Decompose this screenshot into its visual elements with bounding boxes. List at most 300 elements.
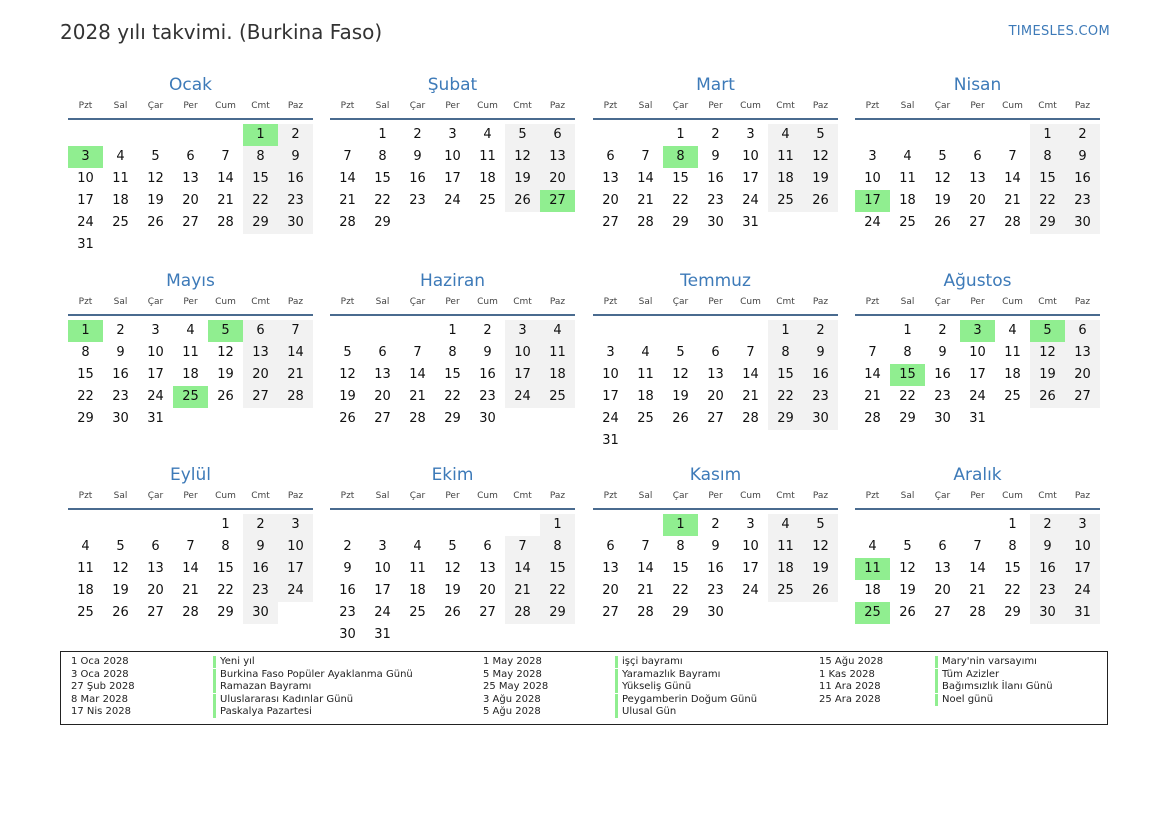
calendar-day: 18	[768, 168, 803, 190]
calendar-day: 1	[676, 127, 685, 142]
calendar-day: 10	[505, 342, 540, 364]
brand-link[interactable]: TIMESLES.COM	[1008, 24, 1110, 39]
weekday-header: Paz	[1074, 101, 1091, 111]
calendar-day: 17	[969, 367, 986, 382]
weekday-header: Cmt	[1038, 101, 1057, 111]
calendar-day: 3	[448, 127, 457, 142]
calendar-day: 25	[1004, 389, 1021, 404]
calendar-day: 28	[278, 386, 313, 408]
weekday-header: Çar	[147, 297, 164, 307]
calendar-day: 28	[742, 411, 759, 426]
calendar-day: 18	[637, 389, 654, 404]
calendar-day: 23	[707, 583, 724, 598]
calendar-day: 27	[374, 411, 391, 426]
calendar-day: 22	[899, 389, 916, 404]
calendar-day: 23	[243, 580, 278, 602]
calendar-day: 18	[479, 171, 496, 186]
calendar-day: 9	[1030, 536, 1065, 558]
calendar-day: 10	[602, 367, 619, 382]
month-divider	[855, 118, 1100, 120]
calendar-day: 20	[1065, 364, 1100, 386]
calendar-day: 18	[899, 193, 916, 208]
calendar-day: 17	[602, 389, 619, 404]
calendar-day: 24	[374, 605, 391, 620]
holiday-day: 3	[960, 320, 995, 342]
calendar-day: 8	[378, 149, 387, 164]
calendar-day: 20	[969, 193, 986, 208]
calendar-day: 21	[217, 193, 234, 208]
calendar-day: 14	[505, 558, 540, 580]
calendar-day: 20	[147, 583, 164, 598]
calendar-day: 11	[479, 149, 496, 164]
calendar-day: 18	[409, 583, 426, 598]
calendar-day: 15	[672, 561, 689, 576]
calendar-day: 13	[602, 561, 619, 576]
calendar-day: 29	[217, 605, 234, 620]
calendar-day: 19	[899, 583, 916, 598]
calendar-day: 6	[606, 539, 615, 554]
calendar-day: 10	[77, 171, 94, 186]
weekday-header: Cum	[740, 101, 761, 111]
calendar-day: 23	[934, 389, 951, 404]
weekday-header: Cmt	[776, 491, 795, 501]
calendar-day: 4	[1008, 323, 1017, 338]
calendar-day: 26	[934, 215, 951, 230]
calendar-day: 29	[899, 411, 916, 426]
calendar-day: 14	[637, 561, 654, 576]
calendar-day: 3	[746, 517, 755, 532]
calendar-day: 2	[278, 124, 313, 146]
calendar-day: 17	[742, 561, 759, 576]
calendar-day: 15	[444, 367, 461, 382]
holiday-day: 5	[1030, 320, 1065, 342]
holiday-date: 27 Şub 2028	[71, 681, 135, 693]
calendar-day: 5	[803, 124, 838, 146]
calendar-day: 27	[1065, 386, 1100, 408]
holiday-name: Noel günü	[935, 694, 993, 706]
calendar-day: 20	[182, 193, 199, 208]
calendar-day: 17	[742, 171, 759, 186]
calendar-day: 10	[147, 345, 164, 360]
calendar-day: 23	[339, 605, 356, 620]
calendar-day: 13	[602, 171, 619, 186]
calendar-day: 10	[444, 149, 461, 164]
weekday-header: Per	[970, 101, 985, 111]
calendar-day: 1	[378, 127, 387, 142]
month-divider	[68, 314, 313, 316]
calendar-day: 20	[602, 583, 619, 598]
calendar-day: 15	[768, 364, 803, 386]
calendar-day: 24	[444, 193, 461, 208]
holiday-name: Peygamberin Doğum Günü	[615, 694, 757, 706]
calendar-day: 28	[1004, 215, 1021, 230]
calendar-day: 3	[505, 320, 540, 342]
holiday-name: Ulusal Gün	[615, 706, 676, 718]
calendar-day: 26	[217, 389, 234, 404]
calendar-day: 18	[864, 583, 881, 598]
weekday-header: Cum	[215, 491, 236, 501]
holiday-date: 25 May 2028	[483, 681, 549, 693]
weekday-header: Cum	[477, 297, 498, 307]
calendar-day: 14	[1004, 171, 1021, 186]
calendar-day: 16	[278, 168, 313, 190]
calendar-day: 14	[409, 367, 426, 382]
weekday-header: Sal	[900, 491, 915, 501]
calendar-day: 19	[934, 193, 951, 208]
calendar-day: 11	[409, 561, 426, 576]
calendar-day: 2	[711, 517, 720, 532]
calendar-day: 25	[112, 215, 129, 230]
calendar-day: 12	[803, 536, 838, 558]
calendar-day: 27	[602, 605, 619, 620]
weekday-header: Sal	[375, 491, 390, 501]
calendar-day: 9	[803, 342, 838, 364]
calendar-day: 15	[374, 171, 391, 186]
calendar-day: 13	[707, 367, 724, 382]
weekday-header: Paz	[812, 491, 829, 501]
calendar-day: 8	[243, 146, 278, 168]
weekday-header: Sal	[113, 101, 128, 111]
calendar-day: 16	[112, 367, 129, 382]
holiday-name: Tüm Azizler	[935, 669, 999, 681]
calendar-day: 27	[182, 215, 199, 230]
calendar-day: 15	[77, 367, 94, 382]
calendar-day: 1	[448, 323, 457, 338]
calendar-day: 24	[278, 580, 313, 602]
weekday-header: Pzt	[78, 297, 93, 307]
calendar-day: 20	[707, 389, 724, 404]
weekday-header: Per	[183, 297, 198, 307]
calendar-day: 21	[637, 193, 654, 208]
calendar-day: 19	[112, 583, 129, 598]
calendar-day: 6	[483, 539, 492, 554]
calendar-day: 7	[221, 149, 230, 164]
weekday-header: Pzt	[340, 101, 355, 111]
calendar-day: 12	[934, 171, 951, 186]
calendar-day: 30	[112, 411, 129, 426]
calendar-day: 21	[742, 389, 759, 404]
holiday-name: Ramazan Bayramı	[213, 681, 311, 693]
calendar-day: 24	[602, 411, 619, 426]
calendar-day: 14	[278, 342, 313, 364]
weekday-header: Çar	[409, 491, 426, 501]
weekday-header: Cmt	[513, 491, 532, 501]
calendar-day: 23	[479, 389, 496, 404]
calendar-day: 8	[540, 536, 575, 558]
weekday-header: Çar	[147, 491, 164, 501]
calendar-day: 16	[934, 367, 951, 382]
calendar-day: 27	[479, 605, 496, 620]
calendar-day: 8	[448, 345, 457, 360]
calendar-day: 10	[1065, 536, 1100, 558]
month-name: Ocak	[169, 75, 212, 95]
calendar-day: 15	[243, 168, 278, 190]
calendar-day: 15	[672, 171, 689, 186]
weekday-header: Per	[445, 101, 460, 111]
calendar-day: 28	[217, 215, 234, 230]
calendar-day: 9	[938, 345, 947, 360]
calendar-day: 22	[768, 386, 803, 408]
calendar-day: 23	[112, 389, 129, 404]
holiday-day: 3	[68, 146, 103, 168]
calendar-day: 25	[479, 193, 496, 208]
calendar-day: 13	[374, 367, 391, 382]
weekday-header: Per	[445, 491, 460, 501]
calendar-day: 4	[903, 149, 912, 164]
calendar-day: 21	[339, 193, 356, 208]
weekday-header: Cum	[477, 101, 498, 111]
calendar-day: 2	[116, 323, 125, 338]
weekday-header: Cmt	[1038, 491, 1057, 501]
calendar-day: 5	[116, 539, 125, 554]
holiday-date: 8 Mar 2028	[71, 693, 129, 705]
weekday-header: Pzt	[340, 491, 355, 501]
weekday-header: Cmt	[776, 297, 795, 307]
calendar-day: 14	[217, 171, 234, 186]
calendar-day: 17	[374, 583, 391, 598]
calendar-day: 28	[637, 605, 654, 620]
holiday-date: 1 Kas 2028	[819, 668, 875, 680]
weekday-header: Sal	[375, 297, 390, 307]
calendar-day: 20	[479, 583, 496, 598]
month-divider	[855, 314, 1100, 316]
calendar-day: 28	[864, 411, 881, 426]
calendar-day: 16	[1030, 558, 1065, 580]
month-name: Temmuz	[680, 271, 751, 291]
calendar-day: 2	[938, 323, 947, 338]
calendar-day: 9	[1065, 146, 1100, 168]
calendar-day: 12	[217, 345, 234, 360]
calendar-day: 29	[768, 408, 803, 430]
month-name: Ağustos	[943, 271, 1012, 291]
calendar-day: 31	[147, 411, 164, 426]
month-divider	[68, 118, 313, 120]
calendar-day: 6	[606, 149, 615, 164]
calendar-day: 12	[803, 146, 838, 168]
calendar-day: 5	[448, 539, 457, 554]
weekday-header: Per	[183, 101, 198, 111]
calendar-day: 7	[868, 345, 877, 360]
calendar-day: 23	[1030, 580, 1065, 602]
calendar-day: 11	[768, 146, 803, 168]
calendar-day: 13	[147, 561, 164, 576]
calendar-day: 15	[1030, 168, 1065, 190]
calendar-day: 19	[339, 389, 356, 404]
calendar-day: 29	[77, 411, 94, 426]
calendar-day: 29	[672, 215, 689, 230]
weekday-header: Per	[708, 491, 723, 501]
calendar-day: 16	[243, 558, 278, 580]
calendar-day: 26	[112, 605, 129, 620]
calendar-day: 17	[444, 171, 461, 186]
weekday-header: Per	[970, 297, 985, 307]
calendar-day: 24	[864, 215, 881, 230]
calendar-day: 3	[378, 539, 387, 554]
holiday-name: Paskalya Pazartesi	[213, 706, 312, 718]
calendar-day: 24	[969, 389, 986, 404]
calendar-day: 7	[505, 536, 540, 558]
calendar-day: 12	[505, 146, 540, 168]
calendar-day: 18	[768, 558, 803, 580]
weekday-header: Paz	[287, 101, 304, 111]
weekday-header: Cum	[740, 297, 761, 307]
calendar-day: 11	[182, 345, 199, 360]
holiday-name: işçi bayramı	[615, 656, 683, 668]
calendar-day: 4	[768, 124, 803, 146]
calendar-day: 7	[641, 149, 650, 164]
holiday-day: 25	[173, 386, 208, 408]
weekday-header: Sal	[113, 491, 128, 501]
holiday-day: 1	[243, 124, 278, 146]
calendar-day: 19	[803, 558, 838, 580]
calendar-day: 30	[479, 411, 496, 426]
calendar-day: 13	[969, 171, 986, 186]
calendar-day: 2	[343, 539, 352, 554]
calendar-day: 22	[77, 389, 94, 404]
calendar-day: 6	[378, 345, 387, 360]
calendar-day: 1	[540, 514, 575, 536]
calendar-day: 2	[803, 320, 838, 342]
calendar-day: 30	[934, 411, 951, 426]
holiday-day: 25	[855, 602, 890, 624]
weekday-header: Sal	[638, 297, 653, 307]
month-name: Haziran	[419, 271, 486, 291]
calendar-day: 13	[182, 171, 199, 186]
month-divider	[593, 508, 838, 510]
calendar-day: 7	[343, 149, 352, 164]
calendar-day: 11	[77, 561, 94, 576]
weekday-header: Cum	[1002, 297, 1023, 307]
weekday-header: Cmt	[251, 297, 270, 307]
calendar-day: 17	[77, 193, 94, 208]
calendar-day: 4	[116, 149, 125, 164]
calendar-day: 24	[742, 193, 759, 208]
calendar-day: 27	[147, 605, 164, 620]
calendar-day: 22	[374, 193, 391, 208]
holiday-name: Uluslararası Kadınlar Günü	[213, 694, 353, 706]
weekday-header: Çar	[409, 101, 426, 111]
calendar-day: 19	[505, 168, 540, 190]
weekday-header: Cmt	[251, 101, 270, 111]
calendar-day: 10	[374, 561, 391, 576]
calendar-day: 19	[217, 367, 234, 382]
calendar-day: 6	[973, 149, 982, 164]
calendar-day: 16	[409, 171, 426, 186]
calendar-day: 8	[221, 539, 230, 554]
calendar-day: 20	[374, 389, 391, 404]
calendar-day: 2	[483, 323, 492, 338]
weekday-header: Sal	[900, 297, 915, 307]
calendar-day: 3	[1065, 514, 1100, 536]
calendar-day: 15	[540, 558, 575, 580]
weekday-header: Pzt	[865, 297, 880, 307]
calendar-day: 27	[243, 386, 278, 408]
holiday-date: 11 Ara 2028	[819, 681, 881, 693]
calendar-day: 13	[1065, 342, 1100, 364]
holiday-name: Yeni yıl	[213, 656, 255, 668]
month-name: Mart	[696, 75, 735, 95]
calendar-day: 8	[1008, 539, 1017, 554]
calendar-day: 27	[969, 215, 986, 230]
weekday-header: Sal	[638, 491, 653, 501]
weekday-header: Cmt	[1038, 297, 1057, 307]
calendar-day: 9	[413, 149, 422, 164]
calendar-day: 22	[672, 193, 689, 208]
weekday-header: Per	[445, 297, 460, 307]
calendar-day: 3	[151, 323, 160, 338]
weekday-header: Çar	[147, 101, 164, 111]
calendar-day: 26	[339, 411, 356, 426]
calendar-day: 25	[637, 411, 654, 426]
calendar-day: 7	[186, 539, 195, 554]
calendar-day: 29	[444, 411, 461, 426]
calendar-day: 9	[116, 345, 125, 360]
calendar-day: 19	[444, 583, 461, 598]
calendar-day: 7	[641, 539, 650, 554]
holiday-date: 3 Oca 2028	[71, 668, 129, 680]
calendar-day: 20	[934, 583, 951, 598]
holiday-name: Yükseliş Günü	[615, 681, 691, 693]
calendar-day: 28	[339, 215, 356, 230]
calendar-day: 7	[1008, 149, 1017, 164]
calendar-day: 29	[374, 215, 391, 230]
calendar-day: 23	[278, 190, 313, 212]
holiday-date: 1 Oca 2028	[71, 656, 129, 667]
weekday-header: Per	[970, 491, 985, 501]
calendar-day: 3	[278, 514, 313, 536]
calendar-day: 21	[969, 583, 986, 598]
calendar-day: 29	[1030, 212, 1065, 234]
calendar-day: 15	[217, 561, 234, 576]
calendar-day: 23	[1065, 190, 1100, 212]
calendar-day: 23	[803, 386, 838, 408]
weekday-header: Çar	[672, 101, 689, 111]
calendar-day: 23	[707, 193, 724, 208]
calendar-day: 5	[676, 345, 685, 360]
calendar-day: 4	[483, 127, 492, 142]
calendar-day: 9	[243, 536, 278, 558]
calendar-day: 31	[602, 433, 619, 448]
calendar-day: 16	[1065, 168, 1100, 190]
weekday-header: Pzt	[603, 101, 618, 111]
calendar-day: 8	[1030, 146, 1065, 168]
month-divider	[855, 508, 1100, 510]
weekday-header: Paz	[549, 297, 566, 307]
calendar-day: 22	[540, 580, 575, 602]
calendar-day: 24	[147, 389, 164, 404]
holiday-day: 11	[855, 558, 890, 580]
weekday-header: Paz	[1074, 491, 1091, 501]
calendar-day: 2	[711, 127, 720, 142]
calendar-day: 29	[672, 605, 689, 620]
calendar-day: 28	[637, 215, 654, 230]
calendar-day: 11	[540, 342, 575, 364]
weekday-header: Çar	[672, 297, 689, 307]
calendar-day: 18	[540, 364, 575, 386]
holiday-date: 5 May 2028	[483, 668, 542, 680]
calendar-day: 6	[243, 320, 278, 342]
calendar-day: 31	[742, 215, 759, 230]
calendar-day: 9	[278, 146, 313, 168]
calendar-day: 10	[742, 149, 759, 164]
calendar-day: 10	[864, 171, 881, 186]
calendar-day: 4	[868, 539, 877, 554]
calendar-day: 8	[676, 539, 685, 554]
calendar-day: 25	[540, 386, 575, 408]
weekday-header: Sal	[638, 101, 653, 111]
weekday-header: Cum	[215, 297, 236, 307]
calendar-day: 14	[742, 367, 759, 382]
